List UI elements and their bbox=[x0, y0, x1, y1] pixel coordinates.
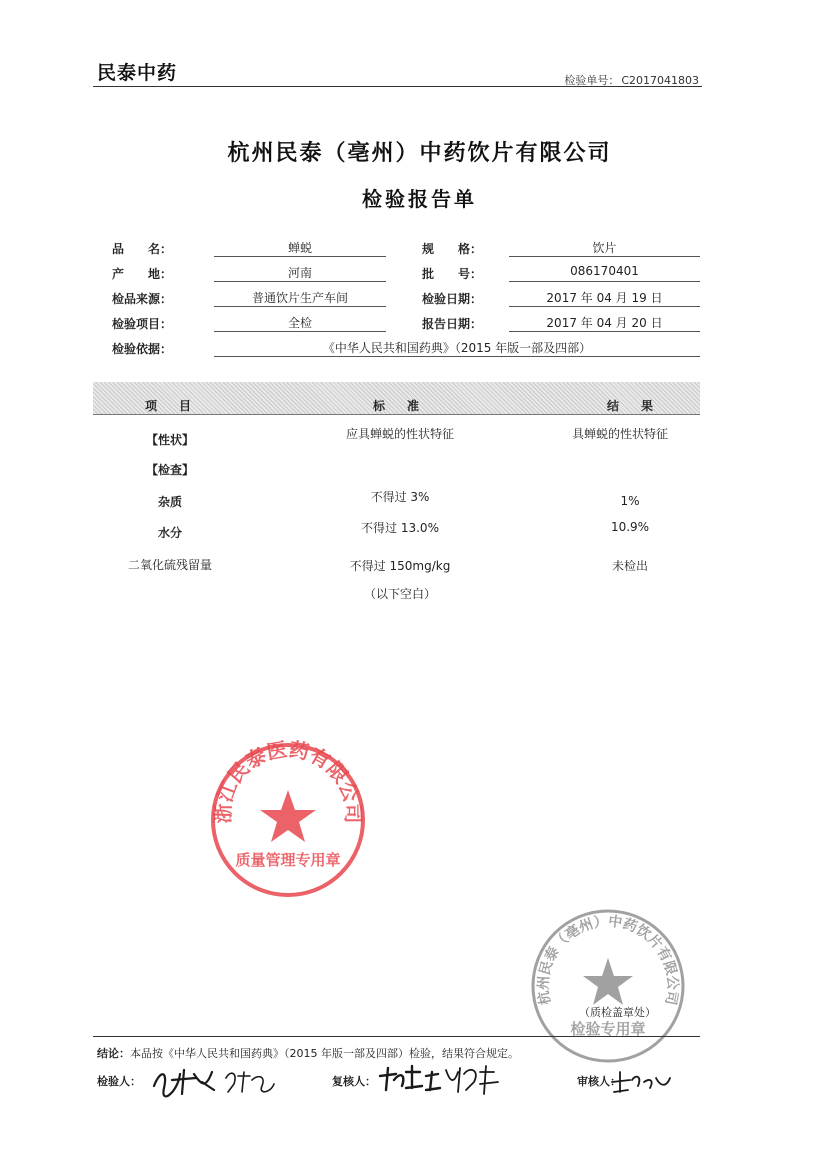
star-icon bbox=[583, 958, 633, 1005]
origin-underline bbox=[214, 281, 386, 282]
reviewer-signature bbox=[376, 1062, 516, 1103]
row-appearance-name: 【性状】 bbox=[145, 433, 194, 447]
company-name: 杭州民泰（亳州）中药饮片有限公司 bbox=[227, 141, 612, 166]
reviewer-label: 复核人： bbox=[332, 1075, 376, 1088]
row-moisture-name: 水分 bbox=[157, 526, 182, 540]
row-moisture-result: 10.9% bbox=[610, 520, 650, 534]
header-result: 结果 bbox=[607, 399, 676, 413]
report-title: 检验报告单 bbox=[362, 187, 477, 211]
batch-underline bbox=[509, 281, 700, 282]
row-impurity-result: 1% bbox=[620, 494, 640, 508]
source-underline bbox=[214, 306, 386, 307]
inspector-label: 检验人： bbox=[97, 1075, 141, 1088]
inspection-seal-stamp bbox=[528, 906, 688, 1066]
gray-seal-inner-text: 检验专用章 bbox=[570, 1020, 646, 1038]
row-impurity-name: 杂质 bbox=[157, 495, 182, 509]
header-standard: 标准 bbox=[373, 399, 442, 413]
stamp-placeholder-note: （质检盖章处） bbox=[579, 1006, 656, 1019]
origin-label: 产 地： bbox=[112, 267, 173, 281]
spec-underline bbox=[509, 256, 700, 257]
spec-label: 规 格： bbox=[422, 242, 483, 256]
report-date-value: 2017 年 04 月 20 日 bbox=[546, 316, 663, 330]
red-seal-outer-text: 浙江民泰医药有限公司 bbox=[210, 740, 366, 824]
name-label: 品 名： bbox=[112, 242, 173, 256]
batch-label: 批 号： bbox=[422, 267, 483, 281]
star-icon bbox=[260, 790, 316, 842]
basis-label: 检验依据： bbox=[112, 342, 173, 356]
source-label: 检品来源： bbox=[112, 292, 173, 306]
row-inspection-name: 【检查】 bbox=[145, 463, 194, 477]
spec-value: 饮片 bbox=[592, 241, 617, 255]
name-value: 蝉蜕 bbox=[287, 241, 312, 255]
report-date-underline bbox=[509, 331, 700, 332]
row-so2-result: 未检出 bbox=[611, 559, 648, 573]
conclusion-text: 本品按《中华人民共和国药典》（2015 年版一部及四部）检验，结果符合规定。 bbox=[130, 1047, 519, 1060]
row-so2-standard: 不得过 150mg/kg bbox=[349, 559, 451, 573]
row-appearance-standard: 应具蝉蜕的性状特征 bbox=[345, 427, 454, 441]
test-date-value: 2017 年 04 月 19 日 bbox=[546, 291, 663, 305]
gray-seal-outer-text: 杭州民泰（亳州）中药饮片有限公司 bbox=[535, 913, 681, 1007]
red-seal-inner-text: 质量管理专用章 bbox=[235, 851, 341, 869]
conclusion-label: 结论： bbox=[97, 1047, 130, 1060]
name-underline bbox=[214, 256, 386, 257]
basis-underline bbox=[214, 356, 700, 357]
batch-value: 086170401 bbox=[570, 264, 639, 278]
footer-divider bbox=[93, 1036, 700, 1037]
document-number-value: C2017041803 bbox=[621, 74, 699, 87]
blank-note: （以下空白） bbox=[363, 587, 436, 601]
company-logo: 民泰中药 bbox=[97, 62, 178, 84]
test-date-label: 检验日期： bbox=[422, 292, 483, 306]
report-date-label: 报告日期： bbox=[422, 317, 483, 331]
row-impurity-standard: 不得过 3% bbox=[370, 490, 430, 504]
quality-seal-stamp bbox=[208, 740, 368, 900]
auditor-label: 审核人： bbox=[577, 1075, 621, 1088]
row-moisture-standard: 不得过 13.0% bbox=[361, 521, 439, 535]
auditor-signature bbox=[606, 1066, 676, 1101]
test-item-label: 检验项目： bbox=[112, 317, 173, 331]
row-so2-name: 二氧化硫残留量 bbox=[127, 558, 212, 572]
conclusion bbox=[97, 1045, 519, 1061]
table-header-divider bbox=[93, 414, 700, 415]
header-item: 项目 bbox=[145, 399, 214, 413]
document-number-label: 检验单号： bbox=[564, 74, 620, 87]
header-divider bbox=[93, 86, 702, 87]
origin-value: 河南 bbox=[287, 266, 312, 280]
inspector-signature bbox=[150, 1064, 280, 1103]
test-item-value: 全检 bbox=[287, 316, 312, 330]
source-value: 普通饮片生产车间 bbox=[251, 291, 348, 305]
row-appearance-result: 具蝉蜕的性状特征 bbox=[571, 427, 668, 441]
basis-value: 《中华人民共和国药典》（2015 年版一部及四部） bbox=[322, 341, 592, 355]
test-item-underline bbox=[214, 331, 386, 332]
test-date-underline bbox=[509, 306, 700, 307]
